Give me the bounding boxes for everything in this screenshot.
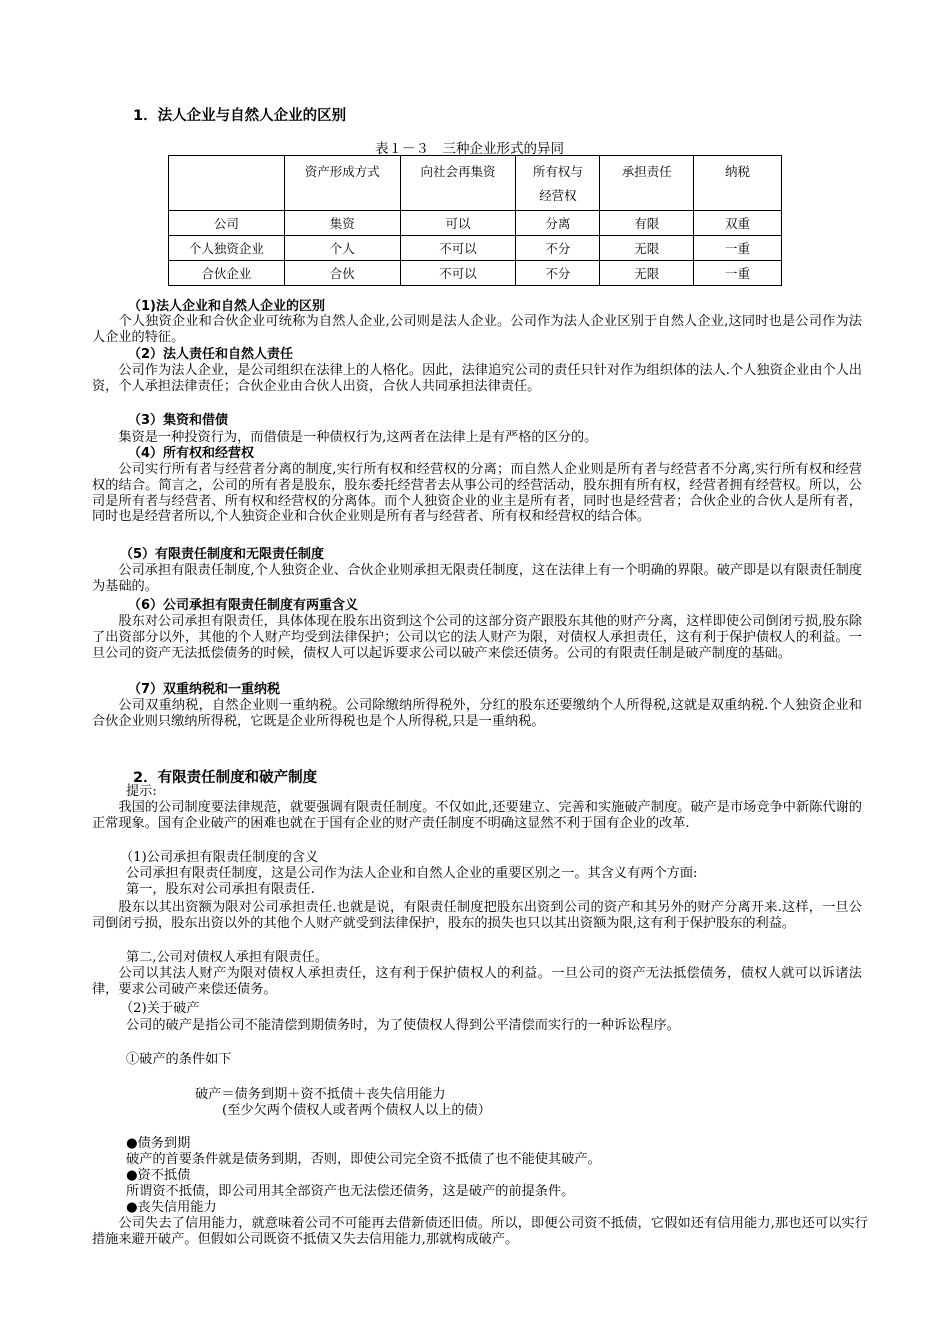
table-cell: 不分 [516,236,600,261]
table-cell: 合伙企业 [169,261,285,286]
table-cell: 不可以 [400,261,516,286]
first-text: 股东以其出资额为限对公司承担责任.也就是说，有限责任制度把股东出资到公司的资产和其另外的财产分离开来.这样，一旦公司倒闭亏损，股东出资以外的其他个人财产就受到法律保护，股东的损失也只以其出资额为限,这有利于保护股东的利益。 [92,900,862,931]
table-header-cell: 向社会再集资 [400,156,516,211]
table-row [169,236,782,261]
comparison-table [168,155,782,286]
table-cell: 双重 [694,211,782,236]
table-cell: 一重 [694,236,782,261]
bullet-text: 所谓资不抵债，即公司用其全部资产也无法偿还债务，这是破产的前提条件。 [126,1184,575,1199]
table-cell: 不分 [516,261,600,286]
table-header-cell: 承担责任 [600,156,694,211]
table-cell: 集资 [284,211,400,236]
bankruptcy-formula: 破产＝债务到期＋资不抵债＋丧失信用能力 [195,1087,446,1102]
first-label: 第一，股东对公司承担有限责任. [126,882,315,897]
bullet-label: ●资不抵债 [126,1168,191,1183]
table-header-cell: 所有权与经营权 [516,156,600,211]
hint-label: 提示: [126,784,157,799]
table-header-row [169,156,782,211]
bullet-label: ●丧失信用能力 [126,1200,217,1215]
hint-text: 我国的公司制度要法律规范，就要强调有限责任制度。不仅如此,还要建立、完善和实施破产制度。破产是市场竞争中新陈代谢的正常现象。国有企业破产的困难也就在于国有企业的财产责任制度不明确这显然不利于国有企业的改革. [92,800,862,831]
item-text: 集资是一种投资行为，而借债是一种债权行为,这两者在法律上是有严格的区分的。 [118,430,598,445]
sub1-title: （1)公司承担有限责任制度的含义 [120,850,319,865]
table-cell: 可以 [400,211,516,236]
sub2-title: （2)关于破产 [120,1001,200,1016]
section-2-title: 2．有限责任制度和破产制度 [133,770,318,786]
table-cell: 合伙 [284,261,400,286]
bullet-text: 公司失去了信用能力，就意味着公司不可能再去借新债还旧债。所以，即便公司资不抵债，它假如还有信用能力,那也还可以实行措施来避开破产。但假如公司既资不抵债又失去信用能力,那就构成破产。 [92,1216,868,1247]
item-text: 公司作为法人企业，是公司组织在法律上的人格化。因此，法律追究公司的责任只针对作为组织体的法人.个人独资企业由个人出资，个人承担法律责任；合伙企业由合伙人出资，合伙人共同承担法律责任。 [92,363,862,394]
formula-note: (至少欠两个债权人或者两个债权人以上的债） [222,1103,491,1118]
item-heading: （7）双重纳税和一重纳税 [128,682,281,697]
sub2-text: 公司的破产是指公司不能清偿到期债务时，为了使债权人得到公平清偿而实行的一种诉讼程序。 [126,1018,680,1033]
item-text: 个人独资企业和合伙企业可统称为自然人企业,公司则是法人企业。公司作为法人企业区别于自然人企业,这同时也是公司作为法人企业的特征。 [92,314,862,345]
bullet-label: ●债务到期 [126,1136,191,1151]
second-label: 第二,公司对债权人承担有限责任。 [126,950,329,965]
table-cell: 一重 [694,261,782,286]
table-caption: 表１－３ 三种企业形式的异同 [375,141,564,157]
item-text: 公司承担有限责任制度,个人独资企业、合伙企业则承担无限责任制度，这在法律上有一个明确的界限。破产即是以有限责任制度为基础的。 [92,563,862,594]
sub1-text: 公司承担有限责任制度，这是公司作为法人企业和自然人企业的重要区别之一。其含义有两个方面: [126,866,698,881]
second-text: 公司以其法人财产为限对债权人承担责任，这有利于保护债权人的利益。一旦公司的资产无法抵偿债务，债权人就可以诉诸法律，要求公司破产来偿还债务。 [92,966,862,997]
table-cell: 公司 [169,211,285,236]
table-cell: 分离 [516,211,600,236]
item-heading: （4）所有权和经营权 [128,446,255,461]
item-heading: （3）集资和借债 [128,413,229,428]
bullet-text: 破产的首要条件就是债务到期，否则，即使公司完全资不抵债了也不能使其破产。 [126,1152,601,1167]
item-text: 公司实行所有者与经营者分离的制度,实行所有权和经营权的分离；而自然人企业则是所有者与经营者不分离,实行所有权和经营权的结合。简言之，公司的所有者是股东，股东委托经营者去从事公司的经营活动，股东拥有所有权，经营者拥有经营权。所以，公司是所有者与经营者、所有权和经营权的分离体。而个人独资企业的业主是所有者，同时也是经营者；合伙企业的合伙人是所有者，同时也是经营者所以,个人独资企业和合伙企业则是所有者与经营者、所有权和经营权的结合体。 [92,462,862,525]
table-cell: 无限 [600,236,694,261]
item-text: 股东对公司承担有限责任，具体体现在股东出资到这个公司的这部分资产跟股东其他的财产分离，这样即使公司倒闭亏损,股东除了出资部分以外，其他的个人财产均受到法律保护；公司以它的法人财产为限，对债权人承担责任，这有利于保护债权人的利益。一旦公司的资产无法抵偿债务的时候，债权人可以起诉要求公司以破产来偿还债务。公司的有限责任制是破产制度的基础。 [92,614,862,661]
item-text: 公司双重纳税，自然企业则一重纳税。公司除缴纳所得税外，分红的股东还要缴纳个人所得税,这就是双重纳税.个人独资企业和合伙企业则只缴纳所得税，它既是企业所得税也是个人所得税,只是一重纳税。 [92,698,862,729]
table-header-cell: 纳税 [694,156,782,211]
table-cell: 不可以 [400,236,516,261]
table-row [169,211,782,236]
section-1-title: 1．法人企业与自然人企业的区别 [133,108,347,124]
item-heading: （2）法人责任和自然人责任 [128,347,294,362]
table-cell: 有限 [600,211,694,236]
table-cell: 个人 [284,236,400,261]
table-cell: 无限 [600,261,694,286]
table-row [169,261,782,286]
table-header-cell [169,156,285,211]
table-header-cell: 资产形成方式 [284,156,400,211]
conditions-label: ①破产的条件如下 [126,1052,232,1067]
table-cell: 个人独资企业 [169,236,285,261]
item-heading: （5）有限责任制度和无限责任制度 [120,547,325,562]
item-heading: （6）公司承担有限责任制度有两重含义 [128,598,359,613]
item-heading: （1)法人企业和自然人企业的区别 [128,299,325,314]
